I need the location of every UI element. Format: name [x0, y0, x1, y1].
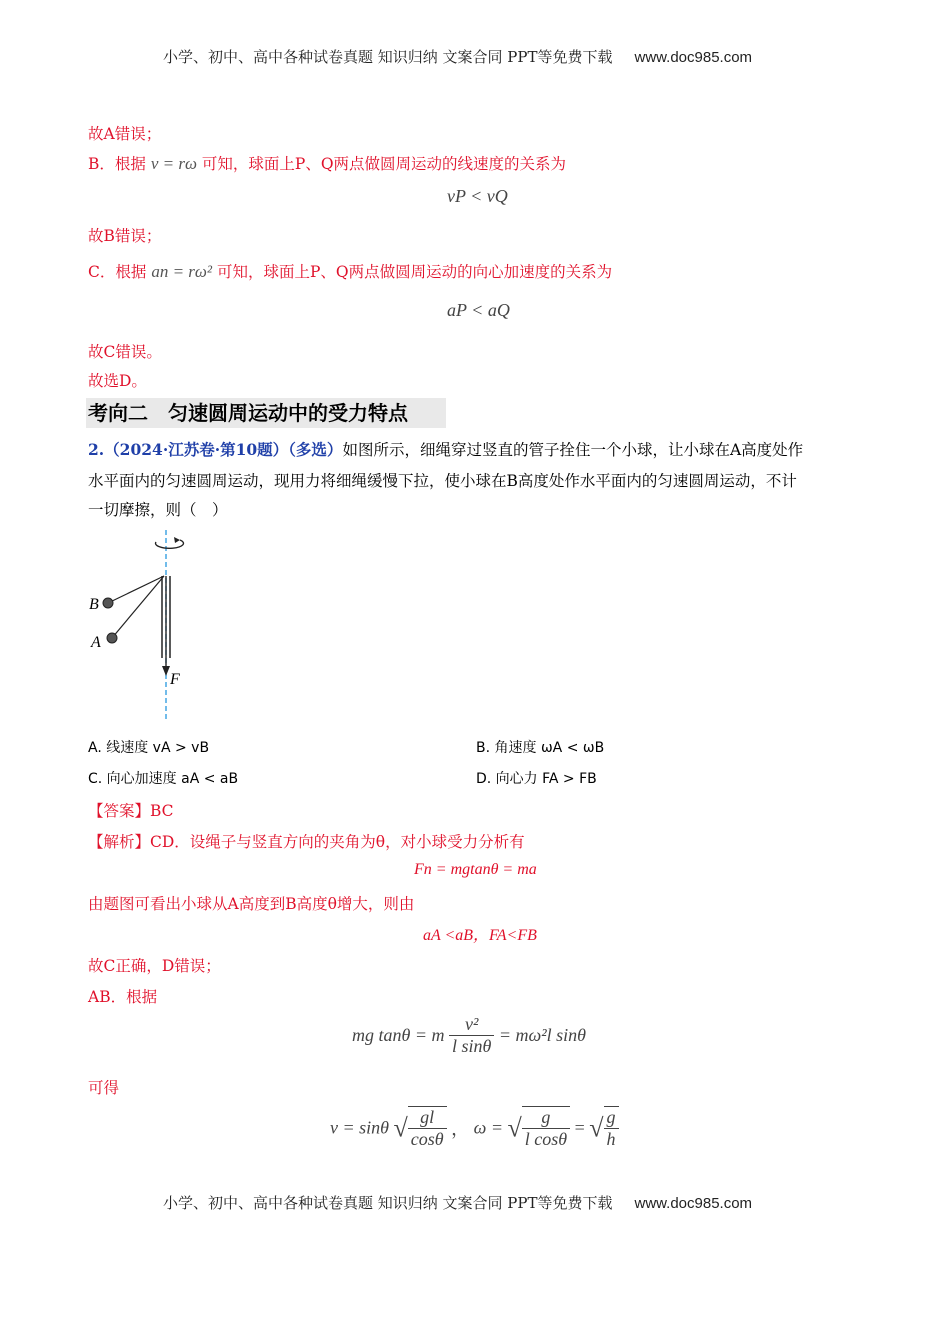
answer: 【答案】BC — [88, 802, 174, 820]
rotation-arrowhead — [174, 537, 180, 543]
result-vp-vq: vP < vQ — [447, 186, 508, 206]
analysis-line-2: 由题图可看出小球从A高度到B高度θ增大，则由 — [88, 895, 415, 913]
option-d[interactable]: D. 向心力 FA > FB — [476, 771, 597, 787]
ball-b — [103, 598, 113, 608]
label-b: B — [89, 596, 99, 613]
header-url[interactable]: www.doc985.com — [634, 49, 753, 66]
formula-v-r-omega: v = rω — [150, 154, 197, 173]
line-b-wrong: 故B错误； — [88, 227, 162, 245]
sqrt-g-h: √ $\frac{g}{h}$ — [589, 1106, 618, 1150]
tube-ball-figure — [86, 528, 226, 724]
equation-compare: aA <aB，FA<FB — [423, 927, 537, 944]
header-text: 小学、初中、高中各种试卷真题 知识归纳 文案合同 PPT等免费下载 — [163, 48, 613, 66]
label-a: A — [91, 634, 101, 651]
analysis-line-5: 可得 — [88, 1079, 120, 1097]
line-a-wrong: 故A错误； — [88, 125, 162, 143]
string-a — [112, 576, 164, 638]
label-f: F — [170, 671, 180, 688]
result-ap-aq: aP < aQ — [447, 300, 510, 320]
force-arrowhead — [162, 666, 170, 676]
analysis-line-4: AB．根据 — [88, 988, 158, 1006]
page-footer — [163, 1192, 752, 1213]
question-tag: 2.（2024·江苏卷·第10题）（多选） — [88, 440, 343, 459]
fraction-v2-lsin: $\frac{\text{v²}}{\text{l sinθ}}$ — [449, 1014, 494, 1057]
equation-fn: Fn = mgtanθ = ma — [414, 861, 537, 878]
footer-text: 小学、初中、高中各种试卷真题 知识归纳 文案合同 PPT等免费下载 — [163, 1194, 613, 1212]
analysis-line-3: 故C正确，D错误； — [88, 957, 221, 975]
section-heading: 考向二 匀速圆周运动中的受力特点 — [86, 398, 446, 428]
line-c-wrong: 故C错误。 — [88, 343, 162, 361]
question-line-2: 水平面内的匀速圆周运动，现用力将细绳缓慢下拉，使小球在B高度处作水平面内的匀速圆周运动，不计 — [88, 472, 797, 490]
string-b — [108, 576, 164, 603]
line-b-reason: B．根据 v = rω 可知，球面上P、Q两点做圆周运动的线速度的关系为 — [88, 154, 567, 173]
ball-a — [107, 633, 117, 643]
question-line-3: 一切摩擦，则（ ） — [88, 501, 228, 519]
sqrt-g-lcos: √ $\frac{g}{\text{l cosθ}}$ — [507, 1106, 570, 1150]
line-choose-d: 故选D。 — [88, 372, 147, 390]
footer-url[interactable]: www.doc985.com — [634, 1195, 753, 1212]
sqrt-gl-cos: √ $\frac{gl}{\cos\theta}$ — [393, 1106, 446, 1150]
analysis-intro: 【解析】CD．设绳子与竖直方向的夹角为θ，对小球受力分析有 — [88, 833, 525, 851]
option-a[interactable]: A. 线速度 vA > vB — [88, 740, 210, 756]
page-header — [163, 46, 752, 67]
formula-an: an = rω² — [151, 262, 212, 281]
option-b[interactable]: B. 角速度 ωA < ωB — [476, 740, 605, 756]
equation-force-balance: mg tanθ = m $\frac{\text{v²}}{\text{l sinθ}}$ = mω²l sinθ — [352, 1014, 586, 1056]
question-line-1: 2.（2024·江苏卷·第10题）（多选）如图所示，细绳穿过竖直的管子拴住一个小球，让小球在A高度处作 — [88, 440, 804, 459]
option-c[interactable]: C. 向心加速度 aA < aB — [88, 771, 239, 787]
line-c-reason: C．根据 an = rω² 可知，球面上P、Q两点做圆周运动的向心加速度的关系为 — [88, 262, 613, 281]
rotation-arrow-icon — [156, 540, 184, 548]
equation-results: v = sinθ √ $\frac{gl}{\cos\theta}$ ， ω = √ $\frac{g}{\text{l cosθ}}$ = √ $\frac{g}{h}$ — [330, 1106, 619, 1150]
